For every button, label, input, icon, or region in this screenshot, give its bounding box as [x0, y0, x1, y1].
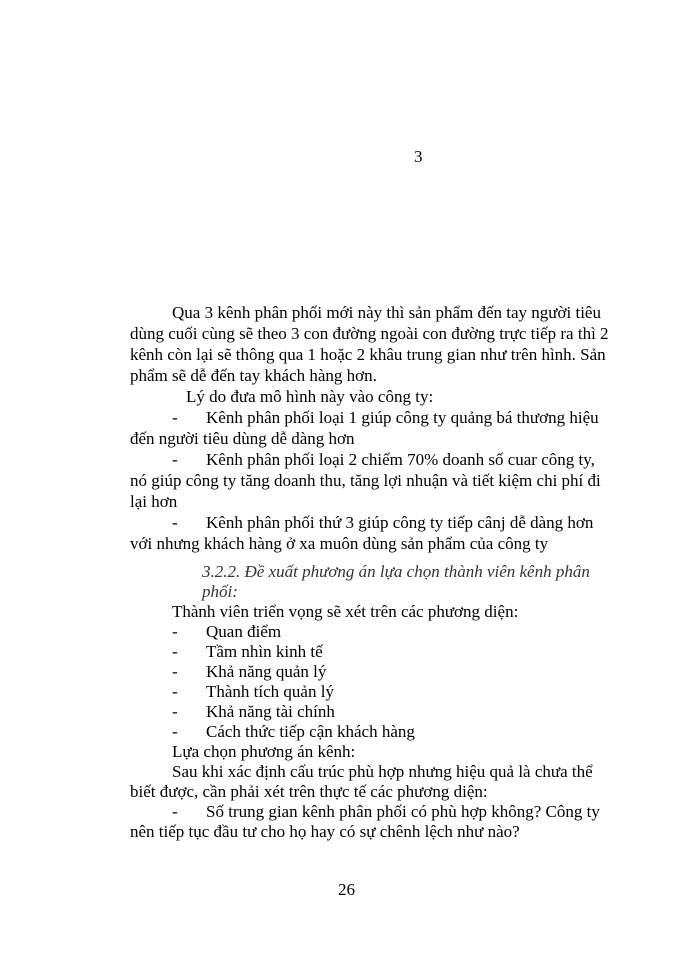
criteria-item: Khả năng quản lý: [206, 662, 327, 681]
channel-choice-heading: Lựa chọn phương án kênh:: [172, 742, 356, 761]
channel-choice-line: biết được, cần phải xét trên thực tế các phương diện:: [130, 782, 488, 801]
section-heading: phối:: [202, 582, 238, 601]
reason-line: lại hơn: [130, 492, 178, 511]
bullet-dash: -: [172, 702, 178, 721]
criteria-item: Khả năng tài chính: [206, 702, 335, 721]
bullet-dash: -: [172, 642, 178, 661]
channel-choice-line: Sau khi xác định cấu trúc phù hợp nhưng hiệu quả là chưa thể: [172, 762, 593, 781]
bullet-dash: -: [172, 682, 178, 701]
bullet-dash: -: [172, 450, 178, 469]
paragraph-line: Qua 3 kênh phân phối mới này thì sản phẩm đến tay người tiêu: [172, 303, 601, 322]
channel-bullet-line: Số trung gian kênh phân phối có phù hợp không? Công ty: [206, 802, 600, 821]
reason-line: Kênh phân phối loại 2 chiếm 70% doanh số cuar công ty,: [206, 450, 595, 469]
figure-number: 3: [414, 147, 423, 166]
bullet-dash: -: [172, 408, 178, 427]
reason-line: đến người tiêu dùng dễ dàng hơn: [130, 429, 355, 448]
page-number: 26: [338, 880, 355, 899]
criteria-item: Cách thức tiếp cận khách hàng: [206, 722, 415, 741]
bullet-dash: -: [172, 662, 178, 681]
reason-line: nó giúp công ty tăng doanh thu, tăng lợi nhuận và tiết kiệm chi phí đi: [130, 471, 601, 490]
reason-line: với nhưng khách hàng ở xa muôn dùng sản phẩm của công ty: [130, 534, 549, 553]
section-heading: 3.2.2. Đề xuất phương án lựa chọn thành viên kênh phân: [202, 562, 590, 581]
bullet-dash: -: [172, 802, 178, 821]
criteria-intro: Thành viên triển vọng sẽ xét trên các phương diện:: [172, 602, 519, 621]
criteria-item: Thành tích quản lý: [206, 682, 334, 701]
bullet-dash: -: [172, 622, 178, 641]
channel-bullet-line: nên tiếp tục đầu tư cho họ hay có sự chênh lệch như nào?: [130, 822, 520, 841]
paragraph-line: dùng cuối cùng sẽ theo 3 con đường ngoài con đường trực tiếp ra thì 2: [130, 324, 609, 343]
paragraph-line: phẩm sẽ dễ đến tay khách hàng hơn.: [130, 366, 377, 385]
bullet-dash: -: [172, 513, 178, 532]
reason-line: Kênh phân phối loại 1 giúp công ty quảng bá thương hiệu: [206, 408, 599, 427]
criteria-item: Quan điểm: [206, 622, 282, 641]
reason-line: Kênh phân phối thứ 3 giúp công ty tiếp cânj dễ dàng hơn: [206, 513, 594, 532]
bullet-dash: -: [172, 722, 178, 741]
criteria-item: Tầm nhìn kinh tế: [206, 642, 323, 661]
paragraph-line: kênh còn lại sẽ thông qua 1 hoặc 2 khâu trung gian như trên hình. Sản: [130, 345, 606, 364]
reasons-heading: Lý do đưa mô hình này vào công ty:: [186, 387, 434, 406]
